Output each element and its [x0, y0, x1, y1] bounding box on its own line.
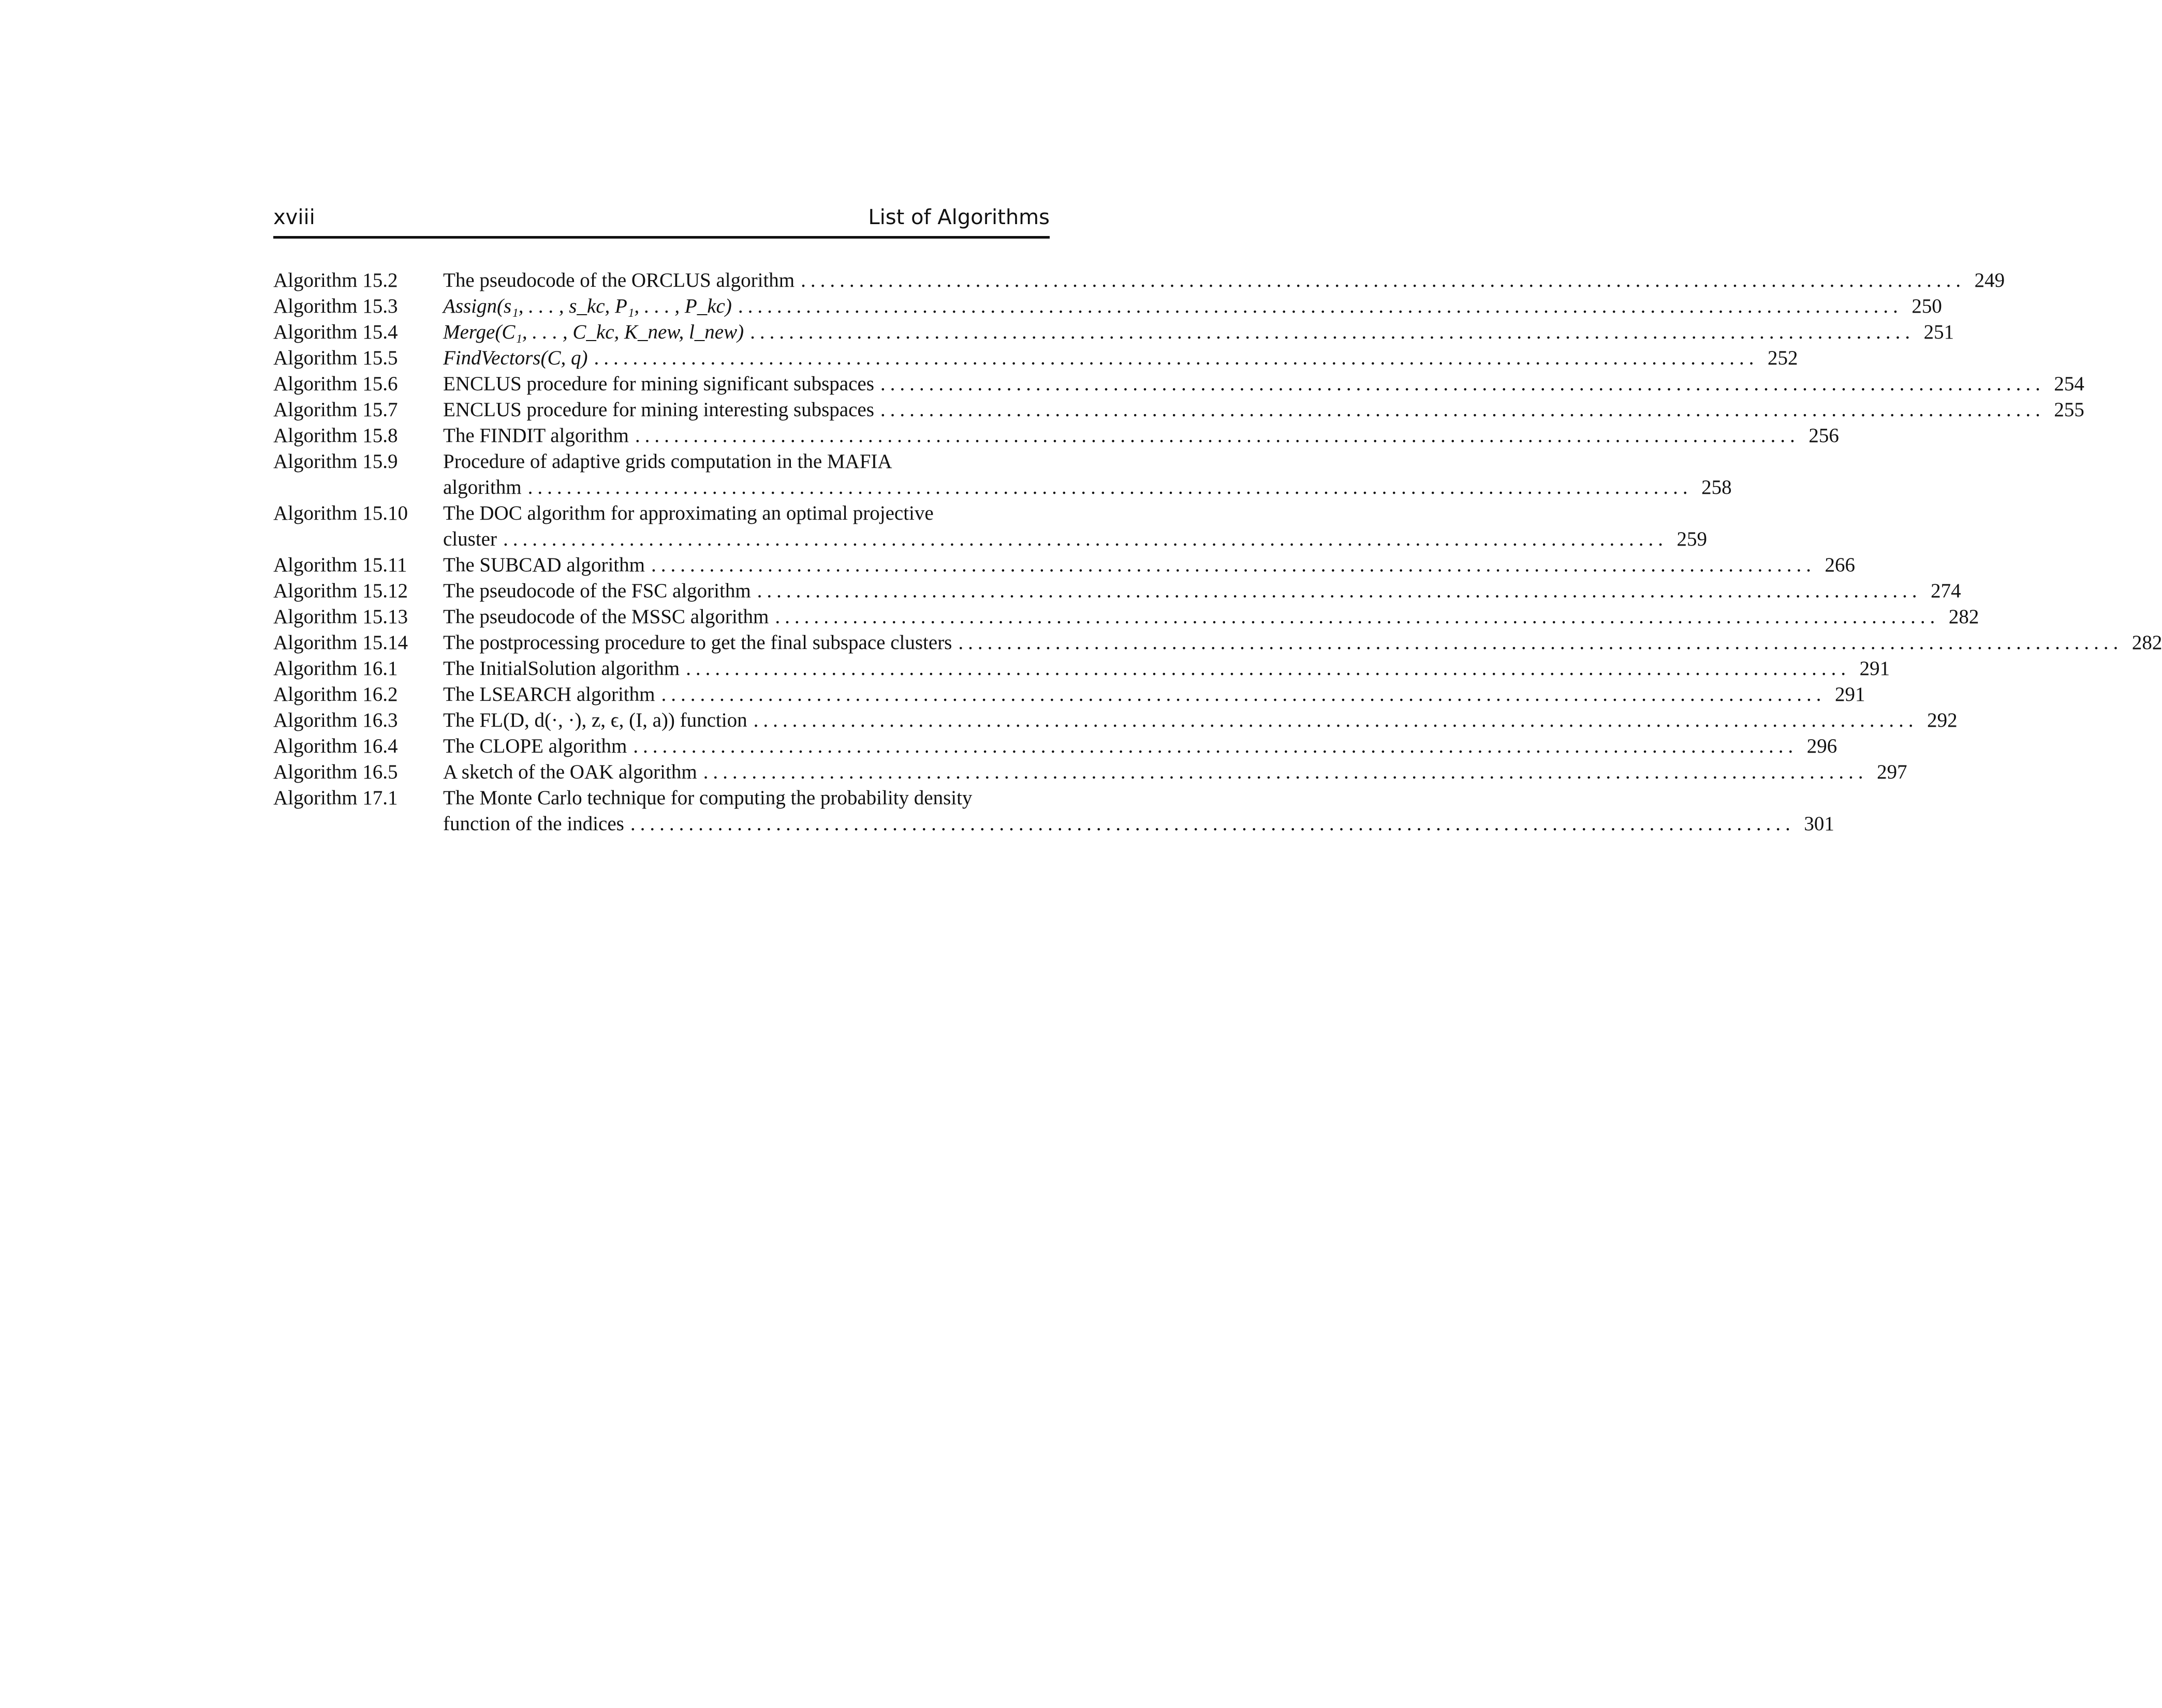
algorithm-label: Algorithm 15.7: [273, 399, 398, 421]
title-line: Procedure of adaptive grids computation in the MAFIA: [443, 450, 892, 473]
title-final-line: [443, 293, 1942, 319]
dot-leader: ........................................................................................................................: [775, 606, 1940, 628]
algorithm-label: Algorithm 16.4: [273, 735, 398, 757]
algorithm-label: Algorithm 16.3: [273, 709, 398, 731]
algorithm-title: [443, 449, 1732, 500]
algorithm-title: [443, 682, 1865, 708]
algorithm-title: [443, 604, 1979, 630]
dot-leader: ........................................................................................................................: [633, 735, 1798, 757]
title-final-line: [443, 733, 1837, 759]
algorithm-title: [443, 423, 1839, 449]
dot-leader: ........................................................................................................................: [686, 657, 1851, 680]
algorithm-label: Algorithm 15.13: [273, 606, 408, 628]
algorithm-title: [443, 319, 1954, 345]
algorithm-label: Algorithm 16.5: [273, 761, 398, 783]
page-reference: 249: [1974, 269, 2005, 291]
title-final-line: [443, 811, 1834, 837]
page-reference: 291: [1834, 683, 1865, 705]
algorithm-label: Algorithm 15.10: [273, 502, 408, 524]
toc-entry: [273, 578, 1961, 604]
algorithm-label: Algorithm 15.11: [273, 554, 407, 576]
algorithm-label: Algorithm 16.1: [273, 657, 398, 680]
algorithm-title: [443, 552, 1855, 578]
title-text: The FINDIT algorithm: [443, 424, 629, 447]
algorithm-title: [443, 578, 1961, 604]
title-final-line: [443, 345, 1798, 371]
toc-entry: [273, 371, 2084, 397]
dot-leader: ........................................................................................................................: [594, 347, 1759, 369]
toc-entry: [273, 682, 1865, 708]
algorithm-title: [443, 759, 1907, 785]
title-final-line: [443, 475, 1732, 500]
algorithm-label: Algorithm 15.4: [273, 321, 398, 343]
page-reference: 291: [1859, 657, 1890, 680]
title-text: The FL(D, d(·, ·), z, ϵ, (I, a)) function: [443, 709, 747, 731]
title-final-line: [443, 397, 2084, 423]
page-reference: 258: [1701, 476, 1732, 498]
algorithm-title: [443, 708, 1958, 733]
algorithm-title: [443, 785, 1834, 837]
title-final-line: [443, 630, 2162, 656]
dot-leader: ........................................................................................................................: [753, 709, 1918, 731]
title-text: The SUBCAD algorithm: [443, 554, 645, 576]
algorithm-label: Algorithm 15.6: [273, 373, 398, 395]
title-final-line: [443, 552, 1855, 578]
title-text: Assign(s₁, . . . , s_kc, P₁, . . . , P_kc): [443, 295, 732, 317]
title-text: algorithm: [443, 476, 522, 498]
title-text: The pseudocode of the FSC algorithm: [443, 580, 751, 602]
algorithm-label: Algorithm 15.3: [273, 295, 398, 317]
dot-leader: ........................................................................................................................: [880, 399, 2045, 421]
title-text: The LSEARCH algorithm: [443, 683, 655, 705]
page-header: [273, 205, 1050, 239]
algorithm-label: Algorithm 15.5: [273, 347, 398, 369]
title-text: The pseudocode of the ORCLUS algorithm: [443, 269, 795, 291]
title-text: FindVectors(C, q): [443, 347, 588, 369]
algorithm-label: Algorithm 15.8: [273, 424, 398, 447]
page-reference: 256: [1808, 424, 1839, 447]
toc-entry: [273, 397, 2084, 423]
dot-leader: ........................................................................................................................: [880, 373, 2045, 395]
algorithm-title: [443, 268, 2005, 293]
dot-leader: ........................................................................................................................: [635, 424, 1800, 447]
dot-leader: ........................................................................................................................: [527, 476, 1693, 498]
algorithm-label: Algorithm 17.1: [273, 787, 398, 809]
algorithm-label: Algorithm 15.2: [273, 269, 398, 291]
title-final-line: [443, 604, 1979, 630]
toc-entry: [273, 656, 1890, 682]
title-final-line: [443, 319, 1954, 345]
toc-entry: [273, 319, 1954, 345]
algorithm-title: [443, 293, 1942, 319]
title-text: ENCLUS procedure for mining interesting subspaces: [443, 399, 874, 421]
toc-entry: [273, 759, 1907, 785]
dot-leader: ........................................................................................................................: [703, 761, 1868, 783]
algorithm-label: Algorithm 15.12: [273, 580, 408, 602]
dot-leader: ........................................................................................................................: [630, 813, 1795, 835]
page-reference: 282: [2131, 631, 2162, 654]
toc-entry: [273, 449, 1732, 500]
dot-leader: ........................................................................................................................: [757, 580, 1922, 602]
title-text: The pseudocode of the MSSC algorithm: [443, 606, 769, 628]
toc-entry: [273, 733, 1837, 759]
title-line: The Monte Carlo technique for computing the probability density: [443, 787, 973, 809]
page-reference: 251: [1923, 321, 1954, 343]
page-reference: 292: [1927, 709, 1958, 731]
dot-leader: ........................................................................................................................: [958, 631, 2123, 654]
page-reference: 274: [1931, 580, 1961, 602]
dot-leader: ........................................................................................................................: [651, 554, 1816, 576]
algorithm-label: Algorithm 15.14: [273, 631, 408, 654]
title-text: A sketch of the OAK algorithm: [443, 761, 697, 783]
running-title: List of Algorithms: [868, 205, 1050, 229]
toc-entry: [273, 708, 1958, 733]
toc-entry: [273, 552, 1855, 578]
title-text: function of the indices: [443, 813, 624, 835]
title-text: Merge(C₁, . . . , C_kc, K_new, l_new): [443, 321, 744, 343]
page-reference: 296: [1806, 735, 1837, 757]
page-reference: 255: [2054, 399, 2084, 421]
page-reference: 266: [1825, 554, 1855, 576]
title-final-line: [443, 578, 1961, 604]
dot-leader: ........................................................................................................................: [661, 683, 1826, 705]
toc-entry: [273, 268, 2005, 293]
algorithm-title: [443, 371, 2084, 397]
title-final-line: [443, 371, 2084, 397]
dot-leader: ........................................................................................................................: [750, 321, 1915, 343]
title-text: The InitialSolution algorithm: [443, 657, 680, 680]
toc-entry: [273, 604, 1979, 630]
dot-leader: ........................................................................................................................: [503, 528, 1668, 550]
page-reference: 282: [1948, 606, 1979, 628]
title-final-line: [443, 682, 1865, 708]
title-text: cluster: [443, 528, 497, 550]
title-final-line: [443, 656, 1890, 682]
page-number: xviii: [273, 205, 315, 229]
page-reference: 254: [2054, 373, 2084, 395]
algorithm-title: [443, 500, 1707, 552]
algorithm-title: [443, 630, 2162, 656]
page-reference: 259: [1676, 528, 1707, 550]
toc-entry: [273, 785, 1834, 837]
title-final-line: [443, 708, 1958, 733]
algorithm-title: [443, 345, 1798, 371]
algorithm-title: [443, 656, 1890, 682]
toc-entry: [273, 345, 1798, 371]
title-final-line: [443, 268, 2005, 293]
title-final-line: [443, 759, 1907, 785]
algorithm-label: Algorithm 15.9: [273, 450, 398, 473]
toc-entry: [273, 423, 1839, 449]
toc-entry: [273, 500, 1707, 552]
toc-entry: [273, 630, 2162, 656]
title-text: The CLOPE algorithm: [443, 735, 627, 757]
title-final-line: [443, 526, 1707, 552]
algorithm-title: [443, 397, 2084, 423]
page-reference: 301: [1804, 813, 1834, 835]
toc-entry: [273, 293, 1942, 319]
list-of-algorithms: [273, 268, 2162, 837]
page-reference: 297: [1877, 761, 1907, 783]
title-text: The postprocessing procedure to get the final subspace clusters: [443, 631, 952, 654]
algorithm-title: [443, 733, 1837, 759]
page-reference: 250: [1911, 295, 1942, 317]
title-final-line: [443, 423, 1839, 449]
algorithm-label: Algorithm 16.2: [273, 683, 398, 705]
dot-leader: ........................................................................................................................: [801, 269, 1966, 291]
title-text: ENCLUS procedure for mining significant subspaces: [443, 373, 874, 395]
dot-leader: ........................................................................................................................: [738, 295, 1903, 317]
title-line: The DOC algorithm for approximating an optimal projective: [443, 502, 934, 524]
page-reference: 252: [1767, 347, 1798, 369]
